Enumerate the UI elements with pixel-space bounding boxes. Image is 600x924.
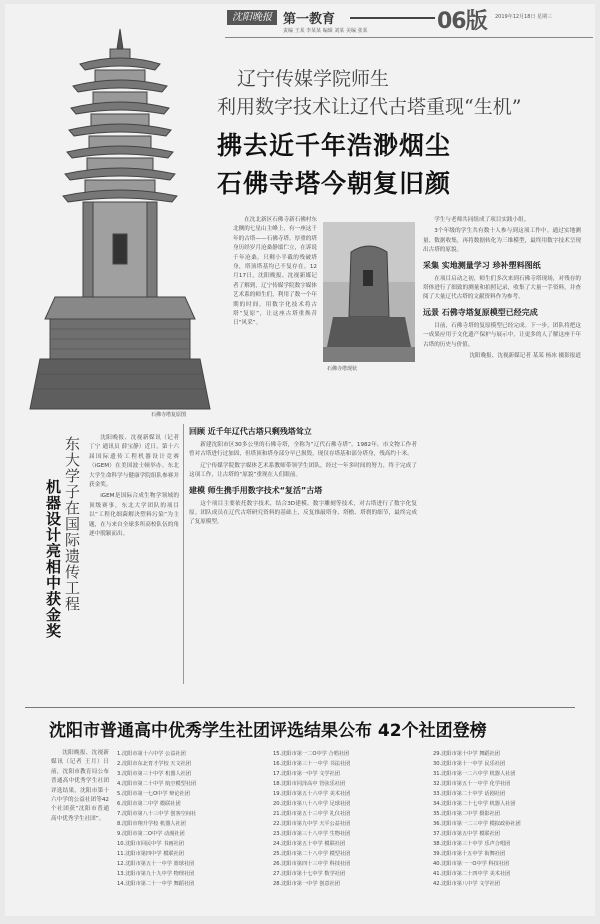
club-list-item: 23.沈阳市第三十八中学 生物社团	[273, 831, 351, 837]
ruin-photo	[323, 222, 415, 362]
side-paragraph: iGEM是国际合成生物学领域的顶级赛事，东北大学团队的项目以“工程化细菌解决塑料污染”为主题，在与来自全球多所高校队伍的角逐中脱颖而出。	[89, 493, 179, 538]
club-list-item: 3.沈阳市第三十中学 机器人社团	[117, 771, 192, 777]
club-list-item: 16.沈阳市第三十一中学 书法社团	[273, 761, 351, 767]
club-list-item: 6.沈阳市第二中学 模联社团	[117, 801, 181, 807]
club-list-item: 14.沈阳市第二十一中学 舞蹈社团	[117, 881, 195, 887]
pagoda-caption: 石佛寺塔复原图	[151, 412, 187, 418]
issue-date: 2019年12月18日 星期三	[495, 14, 553, 20]
lead-column-2	[189, 422, 417, 704]
section-heading-collection: 采集 实地测量学习 珍补塑料图纸	[423, 260, 541, 270]
masthead-rule	[350, 17, 435, 19]
side-story-headline-line2: 东大学子在国际遗传工程	[63, 436, 81, 612]
club-list-item: 20.沈阳市第八十八中学 足球社团	[273, 801, 351, 807]
club-list-item: 1.沈阳市第十六中学 公益社团	[117, 751, 186, 757]
lead-column-3	[423, 216, 581, 704]
lead-kicker-line1: 辽宁传媒学院师生	[237, 68, 390, 90]
club-list-item: 4.沈阳市第二十中学 航空模型社团	[117, 781, 197, 787]
side-paragraph: 沈阳晚报、沈视新媒讯（记者 丁宁 通讯员 薛宝静）近日，第十六届国际遗传工程机器设计竞赛（iGEM）在美国波士顿举办。东北大学生命科学与健康学院组队参赛并获金奖。	[89, 435, 179, 489]
club-list-item: 39.沈阳市第十五中学 街舞社团	[433, 851, 506, 857]
club-list-item: 9.沈阳市第二O中学 动漫社团	[117, 831, 185, 837]
lead-kicker-line2: 利用数字技术让辽代古塔重现“生机”	[217, 96, 522, 118]
lead-paragraph: 这个项目主要依托数字技术，结合3D建模、数字雕刻等技术，对古塔进行了数字化复原。团队成员在辽代古塔研究资料的基础上，反复推敲塔身、塔檐、塔刹的细节，最终完成了复原模型。	[189, 500, 417, 526]
club-list-item: 22.沈阳市第九中学 天平公益社团	[273, 821, 351, 827]
bottom-story-headline: 沈阳市普通高中优秀学生社团评选结果公布 42个社团登榜	[49, 721, 487, 741]
section-heading-modeling: 建模 师生携手用数字技术“复活”古塔	[189, 485, 323, 495]
column-rule	[183, 424, 184, 684]
club-list-item: 17.沈阳市第一中学 文学社团	[273, 771, 340, 777]
club-list-item: 27.沈阳市第十七中学 数学社团	[273, 871, 346, 877]
club-list-item: 12.沈阳市第五十一中学 篮球社团	[117, 861, 195, 867]
club-list-item: 26.沈阳市第四十三中学 科技社团	[273, 861, 351, 867]
section-heading-outlook: 远景 石佛寺塔复原模型已经完成	[423, 307, 538, 317]
byline: 沈阳晚报、沈视新媒记者 某某 杨冰 摄影报道	[469, 353, 581, 360]
club-list-item: 30.沈阳市第十一中学 民乐社团	[433, 761, 506, 767]
lead-paragraph: 新建沈阳市区30多公里的石佛寺塔，全称为“辽代石佛寺塔”。1982年，市文物工作者曾对古塔进行过加固，但塔顶和塔身部分早已损毁，现仅存塔基和部分塔身，残高约十米。	[189, 442, 417, 458]
club-list-item: 40.沈阳市第一一O中学 科技社团	[433, 861, 510, 867]
club-list-item: 41.沈阳市第二十四中学 美术社团	[433, 871, 511, 877]
club-list-item: 28.沈阳市第一中学 创意社团	[273, 881, 340, 887]
lead-paragraph: 辽宁传媒学院数字媒体艺术系教师带领学生团队，经过一年多时间的努力，终于完成了这项工作，让古塔的“原貌”重现在人们眼前。	[189, 462, 417, 479]
lead-column-1	[233, 216, 317, 406]
club-list-item: 25.沈阳市第二十八中学 模型社团	[273, 851, 351, 857]
club-list-item: 5.沈阳市第一七O中学 辩论社团	[117, 791, 190, 797]
club-list-item: 32.沈阳市第五十一中学 化学社团	[433, 781, 511, 787]
section-heading-review: 回顾 近千年辽代古塔只剩残塔耸立	[189, 427, 312, 436]
lead-paragraph: 学生与老师共同组成了项目实践小组。	[434, 217, 530, 223]
club-list-item: 18.沈阳市同泽高中 管弦乐社团	[273, 781, 346, 787]
lead-paragraph: 在沈北新区石佛寺新石佛村东北侧的七星山主峰上，有一座这千年的古塔——石佛寺塔。厚重的塔身历经岁月沧桑静谧伫立，在诉说千年沧桑。只剩小半截的残破塔身，塔顶塔基均已不复存在。12月17日，沈阳晚报、沈视新媒记者了解到，辽宁传媒学院数字媒体艺术系的师生们，利用了数一个年期的时间，用数字化技术将古塔“复原”，让这座古塔重焕昔日“风采”。	[233, 217, 317, 327]
lead-headline-line1: 拂去近千年浩渺烟尘	[217, 131, 452, 160]
lead-headline-line2: 石佛寺塔今朝复旧颜	[217, 169, 452, 198]
page-number: 06版	[437, 9, 487, 34]
section-divider	[25, 707, 575, 708]
bottom-intro-paragraph: 沈阳晚报、沈视新媒讯（记者 王月）日前，沈阳市教育局公布普通高中优秀学生社团评选结果，沈阳市第十六中学的公益社团等42个社团获“沈阳市普通高中优秀学生社团”。	[51, 750, 109, 822]
club-list-item: 35.沈阳市第二中学 摄影社团	[433, 811, 500, 817]
bottom-story-intro	[51, 749, 109, 904]
club-list-column-3	[433, 749, 521, 889]
side-story-headline-line1: 机器设计亮相中获金奖	[44, 479, 62, 639]
club-list-item: 2.沈阳市东北育才学校 天文社团	[117, 761, 192, 767]
side-story-body	[89, 434, 179, 634]
club-list-item: 36.沈阳市第一二三中学 模拟政协社团	[433, 821, 521, 827]
club-list-item: 33.沈阳市第二十中学 话剧社团	[433, 791, 506, 797]
club-list-item: 13.沈阳市第九十九中学 物理社团	[117, 871, 195, 877]
lead-paragraph: 3个年级的学生共有数十人参与到这项工作中。通过实地测量、数据收集，再将数据转化为三维模型，最终用数字技术呈现出古塔的原貌。	[423, 228, 581, 254]
club-list-item: 19.沈阳市第五十六中学 美术社团	[273, 791, 351, 797]
lead-paragraph: 在项目启动之初，师生们多次来到石佛寺塔现场，对残存的塔体进行了细致的测量和拍照记录，收集了大量一手资料，并查阅了大量辽代古塔的文献资料作为参考。	[423, 275, 581, 301]
club-list-item: 37.沈阳市第五中学 模联社团	[433, 831, 500, 837]
club-list-item: 31.沈阳市第一二六中学 机器人社团	[433, 771, 516, 777]
newspaper-page	[5, 4, 595, 916]
lead-paragraph: 目前，石佛寺塔的复原模型已经完成。下一步，团队将把这一成果应用于文化遗产保护与展示中，让更多的人了解这座千年古塔的历史与价值。	[423, 322, 581, 348]
masthead-staff: 责编 王某 李某某 编辑 刘某 美编 张某	[283, 28, 368, 34]
club-list-item: 24.沈阳市第五十中学 模联社团	[273, 841, 346, 847]
pagoda-illustration	[25, 14, 215, 419]
club-list-item: 11.沈阳市第四中学 模联社团	[117, 851, 184, 857]
photo-caption: 石佛寺塔现状	[327, 366, 358, 372]
club-list-item: 10.沈阳市回民中学 书画社团	[117, 841, 184, 847]
club-list-column-2	[273, 749, 350, 889]
club-list-column-1	[117, 749, 196, 889]
masthead-brand-logo: 沈阳晚报	[227, 10, 277, 25]
club-list-item: 42.沈阳市第八中学 文学社团	[433, 881, 500, 887]
masthead-section-title: 第一教育	[283, 12, 336, 27]
club-list-item: 7.沈阳市第八十三中学 创客空间社	[117, 811, 197, 817]
masthead-underline	[225, 37, 593, 38]
club-list-item: 8.沈阳市翔升学校 机器人社团	[117, 821, 186, 827]
club-list-item: 38.沈阳市第三十中学 乐声合唱团	[433, 841, 511, 847]
club-list-item: 34.沈阳市第二十七中学 机器人社团	[433, 801, 516, 807]
club-list-item: 15.沈阳市第一二O中学 合唱社团	[273, 751, 350, 757]
club-list-item: 21.沈阳市第五十三中学 礼仪社团	[273, 811, 351, 817]
club-list-item: 29.沈阳市第十中学 舞蹈社团	[433, 751, 500, 757]
